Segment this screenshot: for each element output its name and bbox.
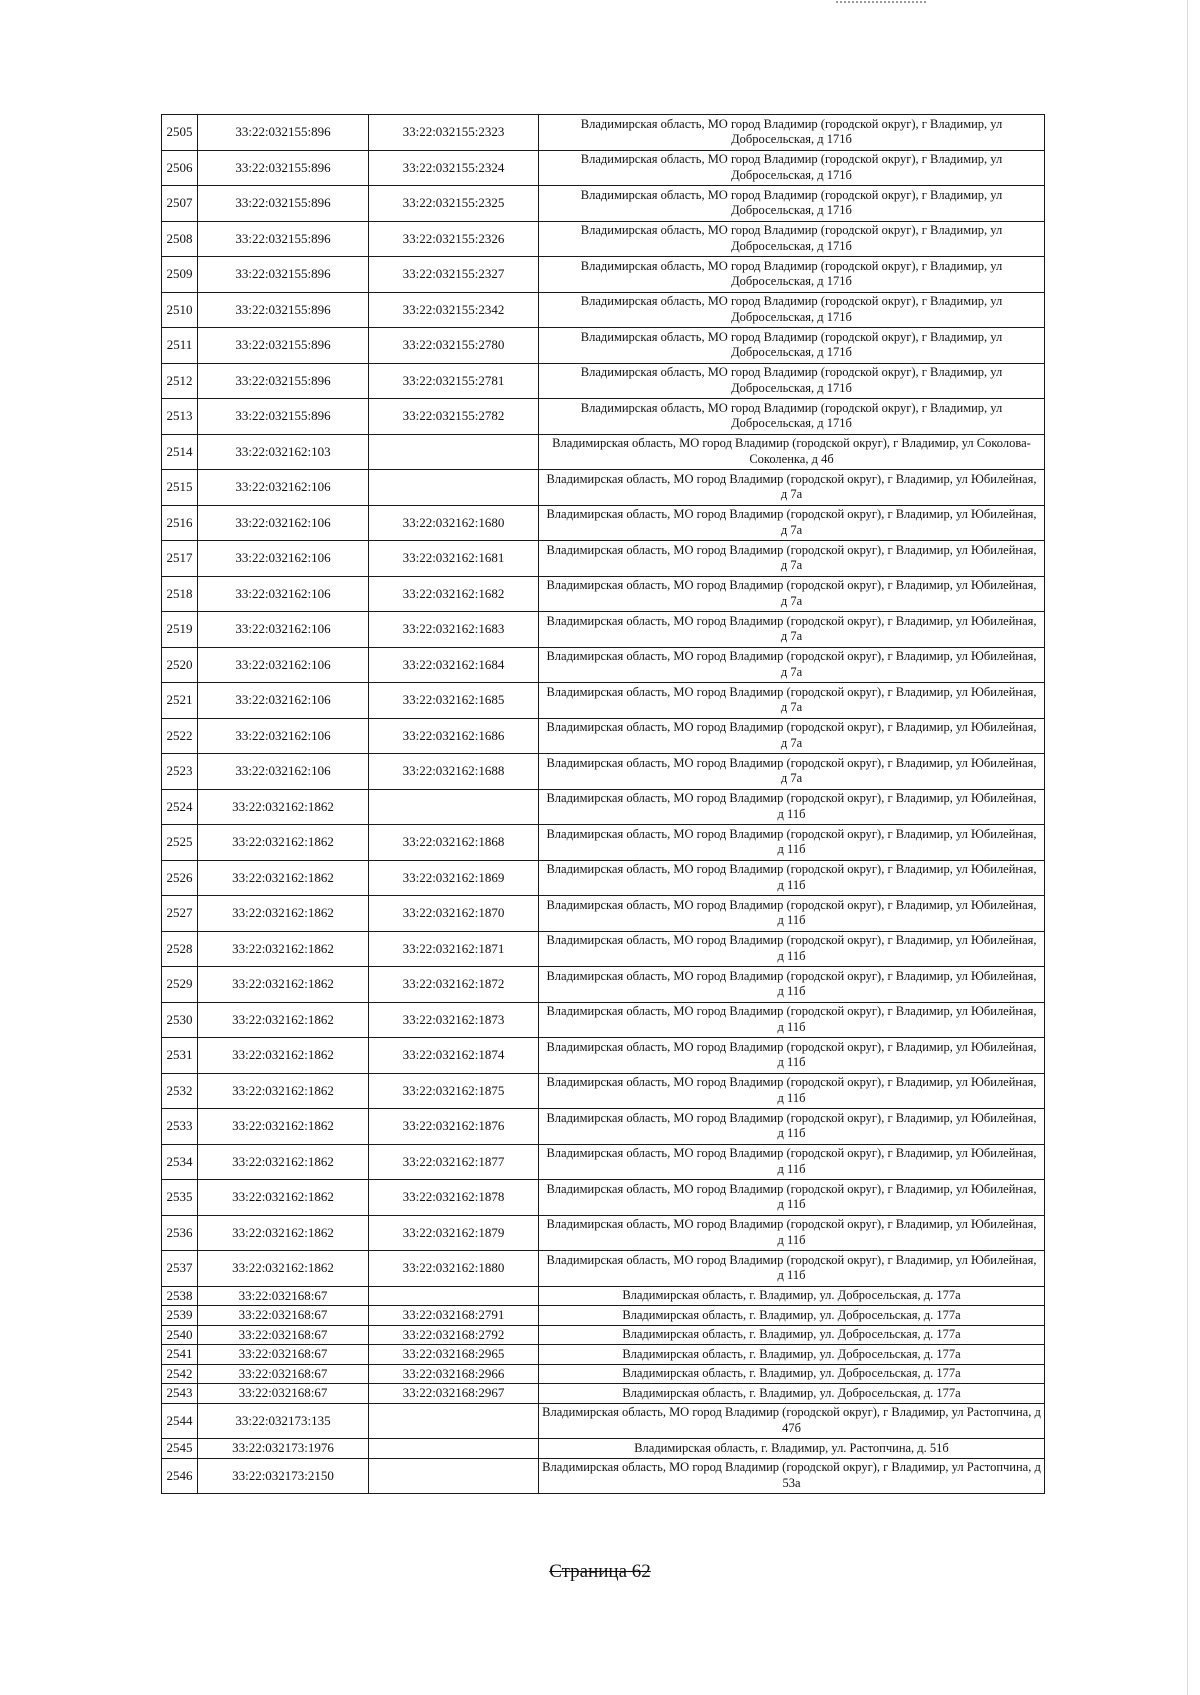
table-row xyxy=(162,789,1045,825)
object-cadastral-number: 33:22:032162:1871 xyxy=(369,931,539,967)
parent-cadastral-number: 33:22:032155:896 xyxy=(198,363,369,399)
address-cell: Владимирская область, МО город Владимир (городской округ), г Владимир, ул Юбилейная, д 11б xyxy=(539,1109,1045,1145)
table-row xyxy=(162,1002,1045,1038)
parent-cadastral-number: 33:22:032162:1862 xyxy=(198,1251,369,1287)
object-cadastral-number: 33:22:032155:2324 xyxy=(369,150,539,186)
address-cell: Владимирская область, МО город Владимир (городской округ), г Владимир, ул Юбилейная, д 11б xyxy=(539,1180,1045,1216)
address-cell: Владимирская область, МО город Владимир (городской округ), г Владимир, ул Юбилейная, д 11б xyxy=(539,1073,1045,1109)
address-cell: Владимирская область, МО город Владимир (городской округ), г Владимир, ул Добросельская, д 171б xyxy=(539,186,1045,222)
row-number: 2545 xyxy=(162,1439,198,1459)
object-cadastral-number: 33:22:032168:2791 xyxy=(369,1306,539,1326)
parent-cadastral-number: 33:22:032173:135 xyxy=(198,1403,369,1439)
object-cadastral-number: 33:22:032155:2782 xyxy=(369,399,539,435)
row-number: 2542 xyxy=(162,1364,198,1384)
row-number: 2541 xyxy=(162,1345,198,1365)
address-cell: Владимирская область, МО город Владимир (городской округ), г Владимир, ул Юбилейная, д 7а xyxy=(539,576,1045,612)
parent-cadastral-number: 33:22:032162:106 xyxy=(198,470,369,506)
row-number: 2505 xyxy=(162,115,198,151)
table-row xyxy=(162,1251,1045,1287)
row-number: 2539 xyxy=(162,1306,198,1326)
parent-cadastral-number: 33:22:032162:1862 xyxy=(198,825,369,861)
table-row xyxy=(162,1439,1045,1459)
parent-cadastral-number: 33:22:032162:1862 xyxy=(198,1002,369,1038)
address-cell: Владимирская область, г. Владимир, ул. Добросельская, д. 177а xyxy=(539,1364,1045,1384)
address-cell: Владимирская область, МО город Владимир (городской округ), г Владимир, ул Юбилейная, д 11б xyxy=(539,1144,1045,1180)
parent-cadastral-number: 33:22:032162:106 xyxy=(198,541,369,577)
object-cadastral-number xyxy=(369,1286,539,1306)
table-row xyxy=(162,399,1045,435)
parent-cadastral-number: 33:22:032162:1862 xyxy=(198,1073,369,1109)
row-number: 2540 xyxy=(162,1325,198,1345)
row-number: 2544 xyxy=(162,1403,198,1439)
table-row xyxy=(162,612,1045,648)
address-cell: Владимирская область, МО город Владимир (городской округ), г Владимир, ул Добросельская, д 171б xyxy=(539,328,1045,364)
table-row xyxy=(162,1038,1045,1074)
object-cadastral-number: 33:22:032162:1879 xyxy=(369,1215,539,1251)
address-cell: Владимирская область, МО город Владимир (городской округ), г Владимир, ул Юбилейная, д 7а xyxy=(539,612,1045,648)
object-cadastral-number: 33:22:032162:1868 xyxy=(369,825,539,861)
row-number: 2535 xyxy=(162,1180,198,1216)
table-row xyxy=(162,576,1045,612)
address-cell: Владимирская область, МО город Владимир (городской округ), г Владимир, ул Добросельская, д 171б xyxy=(539,292,1045,328)
address-cell: Владимирская область, МО город Владимир (городской округ), г Владимир, ул Юбилейная, д 11б xyxy=(539,931,1045,967)
parent-cadastral-number: 33:22:032162:106 xyxy=(198,505,369,541)
object-cadastral-number: 33:22:032168:2792 xyxy=(369,1325,539,1345)
table-row xyxy=(162,967,1045,1003)
address-cell: Владимирская область, МО город Владимир (городской округ), г Владимир, ул Юбилейная, д 7а xyxy=(539,470,1045,506)
object-cadastral-number xyxy=(369,1439,539,1459)
address-cell: Владимирская область, г. Владимир, ул. Добросельская, д. 177а xyxy=(539,1306,1045,1326)
object-cadastral-number: 33:22:032162:1878 xyxy=(369,1180,539,1216)
scan-top-mark xyxy=(836,1,926,7)
object-cadastral-number xyxy=(369,1403,539,1439)
address-cell: Владимирская область, МО город Владимир (городской округ), г Владимир, ул Добросельская, д 171б xyxy=(539,399,1045,435)
row-number: 2526 xyxy=(162,860,198,896)
object-cadastral-number xyxy=(369,1458,539,1494)
table-row xyxy=(162,718,1045,754)
row-number: 2511 xyxy=(162,328,198,364)
row-number: 2508 xyxy=(162,221,198,257)
parent-cadastral-number: 33:22:032155:896 xyxy=(198,186,369,222)
row-number: 2519 xyxy=(162,612,198,648)
row-number: 2536 xyxy=(162,1215,198,1251)
table-row xyxy=(162,825,1045,861)
row-number: 2532 xyxy=(162,1073,198,1109)
object-cadastral-number: 33:22:032162:1873 xyxy=(369,1002,539,1038)
table-row xyxy=(162,115,1045,151)
table-row xyxy=(162,470,1045,506)
row-number: 2543 xyxy=(162,1384,198,1404)
parent-cadastral-number: 33:22:032162:1862 xyxy=(198,1038,369,1074)
table-row xyxy=(162,1403,1045,1439)
row-number: 2546 xyxy=(162,1458,198,1494)
table-row xyxy=(162,1286,1045,1306)
row-number: 2510 xyxy=(162,292,198,328)
parent-cadastral-number: 33:22:032155:896 xyxy=(198,115,369,151)
object-cadastral-number: 33:22:032162:1874 xyxy=(369,1038,539,1074)
row-number: 2521 xyxy=(162,683,198,719)
table-row xyxy=(162,1325,1045,1345)
address-cell: Владимирская область, МО город Владимир (городской округ), г Владимир, ул Растопчина, д 47б xyxy=(539,1403,1045,1439)
row-number: 2515 xyxy=(162,470,198,506)
address-cell: Владимирская область, МО город Владимир (городской округ), г Владимир, ул Юбилейная, д 11б xyxy=(539,1251,1045,1287)
table-row xyxy=(162,541,1045,577)
object-cadastral-number: 33:22:032162:1682 xyxy=(369,576,539,612)
address-cell: Владимирская область, МО город Владимир (городской округ), г Владимир, ул Добросельская, д 171б xyxy=(539,221,1045,257)
row-number: 2509 xyxy=(162,257,198,293)
row-number: 2525 xyxy=(162,825,198,861)
address-cell: Владимирская область, г. Владимир, ул. Добросельская, д. 177а xyxy=(539,1384,1045,1404)
row-number: 2530 xyxy=(162,1002,198,1038)
table-row xyxy=(162,1364,1045,1384)
table-row xyxy=(162,1180,1045,1216)
table-row xyxy=(162,896,1045,932)
row-number: 2516 xyxy=(162,505,198,541)
table-row xyxy=(162,1458,1045,1494)
table-row xyxy=(162,860,1045,896)
table-row xyxy=(162,1144,1045,1180)
row-number: 2514 xyxy=(162,434,198,470)
object-cadastral-number: 33:22:032168:2966 xyxy=(369,1364,539,1384)
parent-cadastral-number: 33:22:032162:103 xyxy=(198,434,369,470)
address-cell: Владимирская область, МО город Владимир (городской округ), г Владимир, ул Растопчина, д 53а xyxy=(539,1458,1045,1494)
table-row xyxy=(162,754,1045,790)
parent-cadastral-number: 33:22:032162:106 xyxy=(198,718,369,754)
address-cell: Владимирская область, г. Владимир, ул. Растопчина, д. 51б xyxy=(539,1439,1045,1459)
object-cadastral-number: 33:22:032168:2965 xyxy=(369,1345,539,1365)
object-cadastral-number: 33:22:032162:1681 xyxy=(369,541,539,577)
object-cadastral-number: 33:22:032155:2342 xyxy=(369,292,539,328)
table-body xyxy=(162,115,1045,1494)
table-row xyxy=(162,1345,1045,1365)
row-number: 2523 xyxy=(162,754,198,790)
address-cell: Владимирская область, МО город Владимир (городской округ), г Владимир, ул Добросельская, д 171б xyxy=(539,363,1045,399)
address-cell: Владимирская область, МО город Владимир (городской округ), г Владимир, ул Юбилейная, д 7а xyxy=(539,683,1045,719)
table-row xyxy=(162,257,1045,293)
table-row xyxy=(162,292,1045,328)
table-row xyxy=(162,931,1045,967)
row-number: 2538 xyxy=(162,1286,198,1306)
object-cadastral-number: 33:22:032162:1880 xyxy=(369,1251,539,1287)
parent-cadastral-number: 33:22:032155:896 xyxy=(198,328,369,364)
scan-edge-line xyxy=(1187,0,1188,1695)
row-number: 2531 xyxy=(162,1038,198,1074)
registry-table xyxy=(161,114,1045,1494)
object-cadastral-number: 33:22:032162:1680 xyxy=(369,505,539,541)
table-row xyxy=(162,434,1045,470)
object-cadastral-number: 33:22:032155:2326 xyxy=(369,221,539,257)
parent-cadastral-number: 33:22:032168:67 xyxy=(198,1364,369,1384)
address-cell: Владимирская область, МО город Владимир (городской округ), г Владимир, ул Добросельская, д 171б xyxy=(539,257,1045,293)
row-number: 2517 xyxy=(162,541,198,577)
row-number: 2533 xyxy=(162,1109,198,1145)
address-cell: Владимирская область, МО город Владимир (городской округ), г Владимир, ул Юбилейная, д 7а xyxy=(539,505,1045,541)
object-cadastral-number: 33:22:032162:1688 xyxy=(369,754,539,790)
address-cell: Владимирская область, МО город Владимир (городской округ), г Владимир, ул Юбилейная, д 7а xyxy=(539,541,1045,577)
table-row xyxy=(162,328,1045,364)
table-row xyxy=(162,1109,1045,1145)
row-number: 2512 xyxy=(162,363,198,399)
row-number: 2518 xyxy=(162,576,198,612)
address-cell: Владимирская область, МО город Владимир (городской округ), г Владимир, ул Юбилейная, д 11б xyxy=(539,1038,1045,1074)
parent-cadastral-number: 33:22:032162:106 xyxy=(198,647,369,683)
parent-cadastral-number: 33:22:032155:896 xyxy=(198,257,369,293)
object-cadastral-number: 33:22:032162:1875 xyxy=(369,1073,539,1109)
address-cell: Владимирская область, МО город Владимир (городской округ), г Владимир, ул Добросельская, д 171б xyxy=(539,150,1045,186)
row-number: 2529 xyxy=(162,967,198,1003)
table-row xyxy=(162,505,1045,541)
parent-cadastral-number: 33:22:032155:896 xyxy=(198,292,369,328)
row-number: 2537 xyxy=(162,1251,198,1287)
parent-cadastral-number: 33:22:032162:1862 xyxy=(198,1109,369,1145)
object-cadastral-number: 33:22:032162:1684 xyxy=(369,647,539,683)
table-row xyxy=(162,1306,1045,1326)
parent-cadastral-number: 33:22:032155:896 xyxy=(198,221,369,257)
row-number: 2507 xyxy=(162,186,198,222)
parent-cadastral-number: 33:22:032168:67 xyxy=(198,1325,369,1345)
parent-cadastral-number: 33:22:032162:106 xyxy=(198,576,369,612)
parent-cadastral-number: 33:22:032155:896 xyxy=(198,150,369,186)
address-cell: Владимирская область, г. Владимир, ул. Добросельская, д. 177а xyxy=(539,1286,1045,1306)
object-cadastral-number: 33:22:032162:1685 xyxy=(369,683,539,719)
object-cadastral-number xyxy=(369,789,539,825)
parent-cadastral-number: 33:22:032162:1862 xyxy=(198,1144,369,1180)
parent-cadastral-number: 33:22:032162:1862 xyxy=(198,931,369,967)
table-row xyxy=(162,150,1045,186)
parent-cadastral-number: 33:22:032173:2150 xyxy=(198,1458,369,1494)
address-cell: Владимирская область, МО город Владимир (городской округ), г Владимир, ул Юбилейная, д 11б xyxy=(539,860,1045,896)
address-cell: Владимирская область, МО город Владимир (городской округ), г Владимир, ул Юбилейная, д 7а xyxy=(539,718,1045,754)
parent-cadastral-number: 33:22:032168:67 xyxy=(198,1306,369,1326)
parent-cadastral-number: 33:22:032168:67 xyxy=(198,1345,369,1365)
table-row xyxy=(162,363,1045,399)
address-cell: Владимирская область, МО город Владимир (городской округ), г Владимир, ул Соколова-Соколенка, д 4б xyxy=(539,434,1045,470)
page-number: Страница 62 xyxy=(549,1561,651,1582)
parent-cadastral-number: 33:22:032162:1862 xyxy=(198,860,369,896)
parent-cadastral-number: 33:22:032168:67 xyxy=(198,1384,369,1404)
object-cadastral-number: 33:22:032162:1870 xyxy=(369,896,539,932)
object-cadastral-number xyxy=(369,470,539,506)
address-cell: Владимирская область, МО город Владимир (городской округ), г Владимир, ул Добросельская, д 171б xyxy=(539,115,1045,151)
row-number: 2524 xyxy=(162,789,198,825)
parent-cadastral-number: 33:22:032162:106 xyxy=(198,612,369,648)
table-row xyxy=(162,1215,1045,1251)
parent-cadastral-number: 33:22:032162:1862 xyxy=(198,1215,369,1251)
object-cadastral-number: 33:22:032155:2781 xyxy=(369,363,539,399)
parent-cadastral-number: 33:22:032162:1862 xyxy=(198,896,369,932)
table-row xyxy=(162,186,1045,222)
row-number: 2513 xyxy=(162,399,198,435)
address-cell: Владимирская область, МО город Владимир (городской округ), г Владимир, ул Юбилейная, д 11б xyxy=(539,825,1045,861)
table-row xyxy=(162,683,1045,719)
object-cadastral-number: 33:22:032162:1686 xyxy=(369,718,539,754)
object-cadastral-number xyxy=(369,434,539,470)
address-cell: Владимирская область, МО город Владимир (городской округ), г Владимир, ул Юбилейная, д 11б xyxy=(539,789,1045,825)
address-cell: Владимирская область, МО город Владимир (городской округ), г Владимир, ул Юбилейная, д 11б xyxy=(539,1215,1045,1251)
address-cell: Владимирская область, МО город Владимир (городской округ), г Владимир, ул Юбилейная, д 11б xyxy=(539,1002,1045,1038)
parent-cadastral-number: 33:22:032162:1862 xyxy=(198,967,369,1003)
table-row xyxy=(162,647,1045,683)
object-cadastral-number: 33:22:032162:1877 xyxy=(369,1144,539,1180)
parent-cadastral-number: 33:22:032162:1862 xyxy=(198,789,369,825)
object-cadastral-number: 33:22:032162:1872 xyxy=(369,967,539,1003)
object-cadastral-number: 33:22:032155:2325 xyxy=(369,186,539,222)
row-number: 2527 xyxy=(162,896,198,932)
table-row xyxy=(162,221,1045,257)
table-row xyxy=(162,1384,1045,1404)
object-cadastral-number: 33:22:032155:2323 xyxy=(369,115,539,151)
object-cadastral-number: 33:22:032162:1876 xyxy=(369,1109,539,1145)
row-number: 2528 xyxy=(162,931,198,967)
parent-cadastral-number: 33:22:032162:106 xyxy=(198,754,369,790)
address-cell: Владимирская область, МО город Владимир (городской округ), г Владимир, ул Юбилейная, д 11б xyxy=(539,896,1045,932)
object-cadastral-number: 33:22:032155:2780 xyxy=(369,328,539,364)
row-number: 2522 xyxy=(162,718,198,754)
row-number: 2506 xyxy=(162,150,198,186)
object-cadastral-number: 33:22:032168:2967 xyxy=(369,1384,539,1404)
parent-cadastral-number: 33:22:032173:1976 xyxy=(198,1439,369,1459)
address-cell: Владимирская область, г. Владимир, ул. Добросельская, д. 177а xyxy=(539,1345,1045,1365)
row-number: 2520 xyxy=(162,647,198,683)
parent-cadastral-number: 33:22:032162:1862 xyxy=(198,1180,369,1216)
address-cell: Владимирская область, МО город Владимир (городской округ), г Владимир, ул Юбилейная, д 7а xyxy=(539,647,1045,683)
object-cadastral-number: 33:22:032162:1683 xyxy=(369,612,539,648)
address-cell: Владимирская область, МО город Владимир (городской округ), г Владимир, ул Юбилейная, д 11б xyxy=(539,967,1045,1003)
parent-cadastral-number: 33:22:032155:896 xyxy=(198,399,369,435)
parent-cadastral-number: 33:22:032162:106 xyxy=(198,683,369,719)
parent-cadastral-number: 33:22:032168:67 xyxy=(198,1286,369,1306)
address-cell: Владимирская область, г. Владимир, ул. Добросельская, д. 177а xyxy=(539,1325,1045,1345)
row-number: 2534 xyxy=(162,1144,198,1180)
object-cadastral-number: 33:22:032162:1869 xyxy=(369,860,539,896)
object-cadastral-number: 33:22:032155:2327 xyxy=(369,257,539,293)
table-row xyxy=(162,1073,1045,1109)
address-cell: Владимирская область, МО город Владимир (городской округ), г Владимир, ул Юбилейная, д 7а xyxy=(539,754,1045,790)
